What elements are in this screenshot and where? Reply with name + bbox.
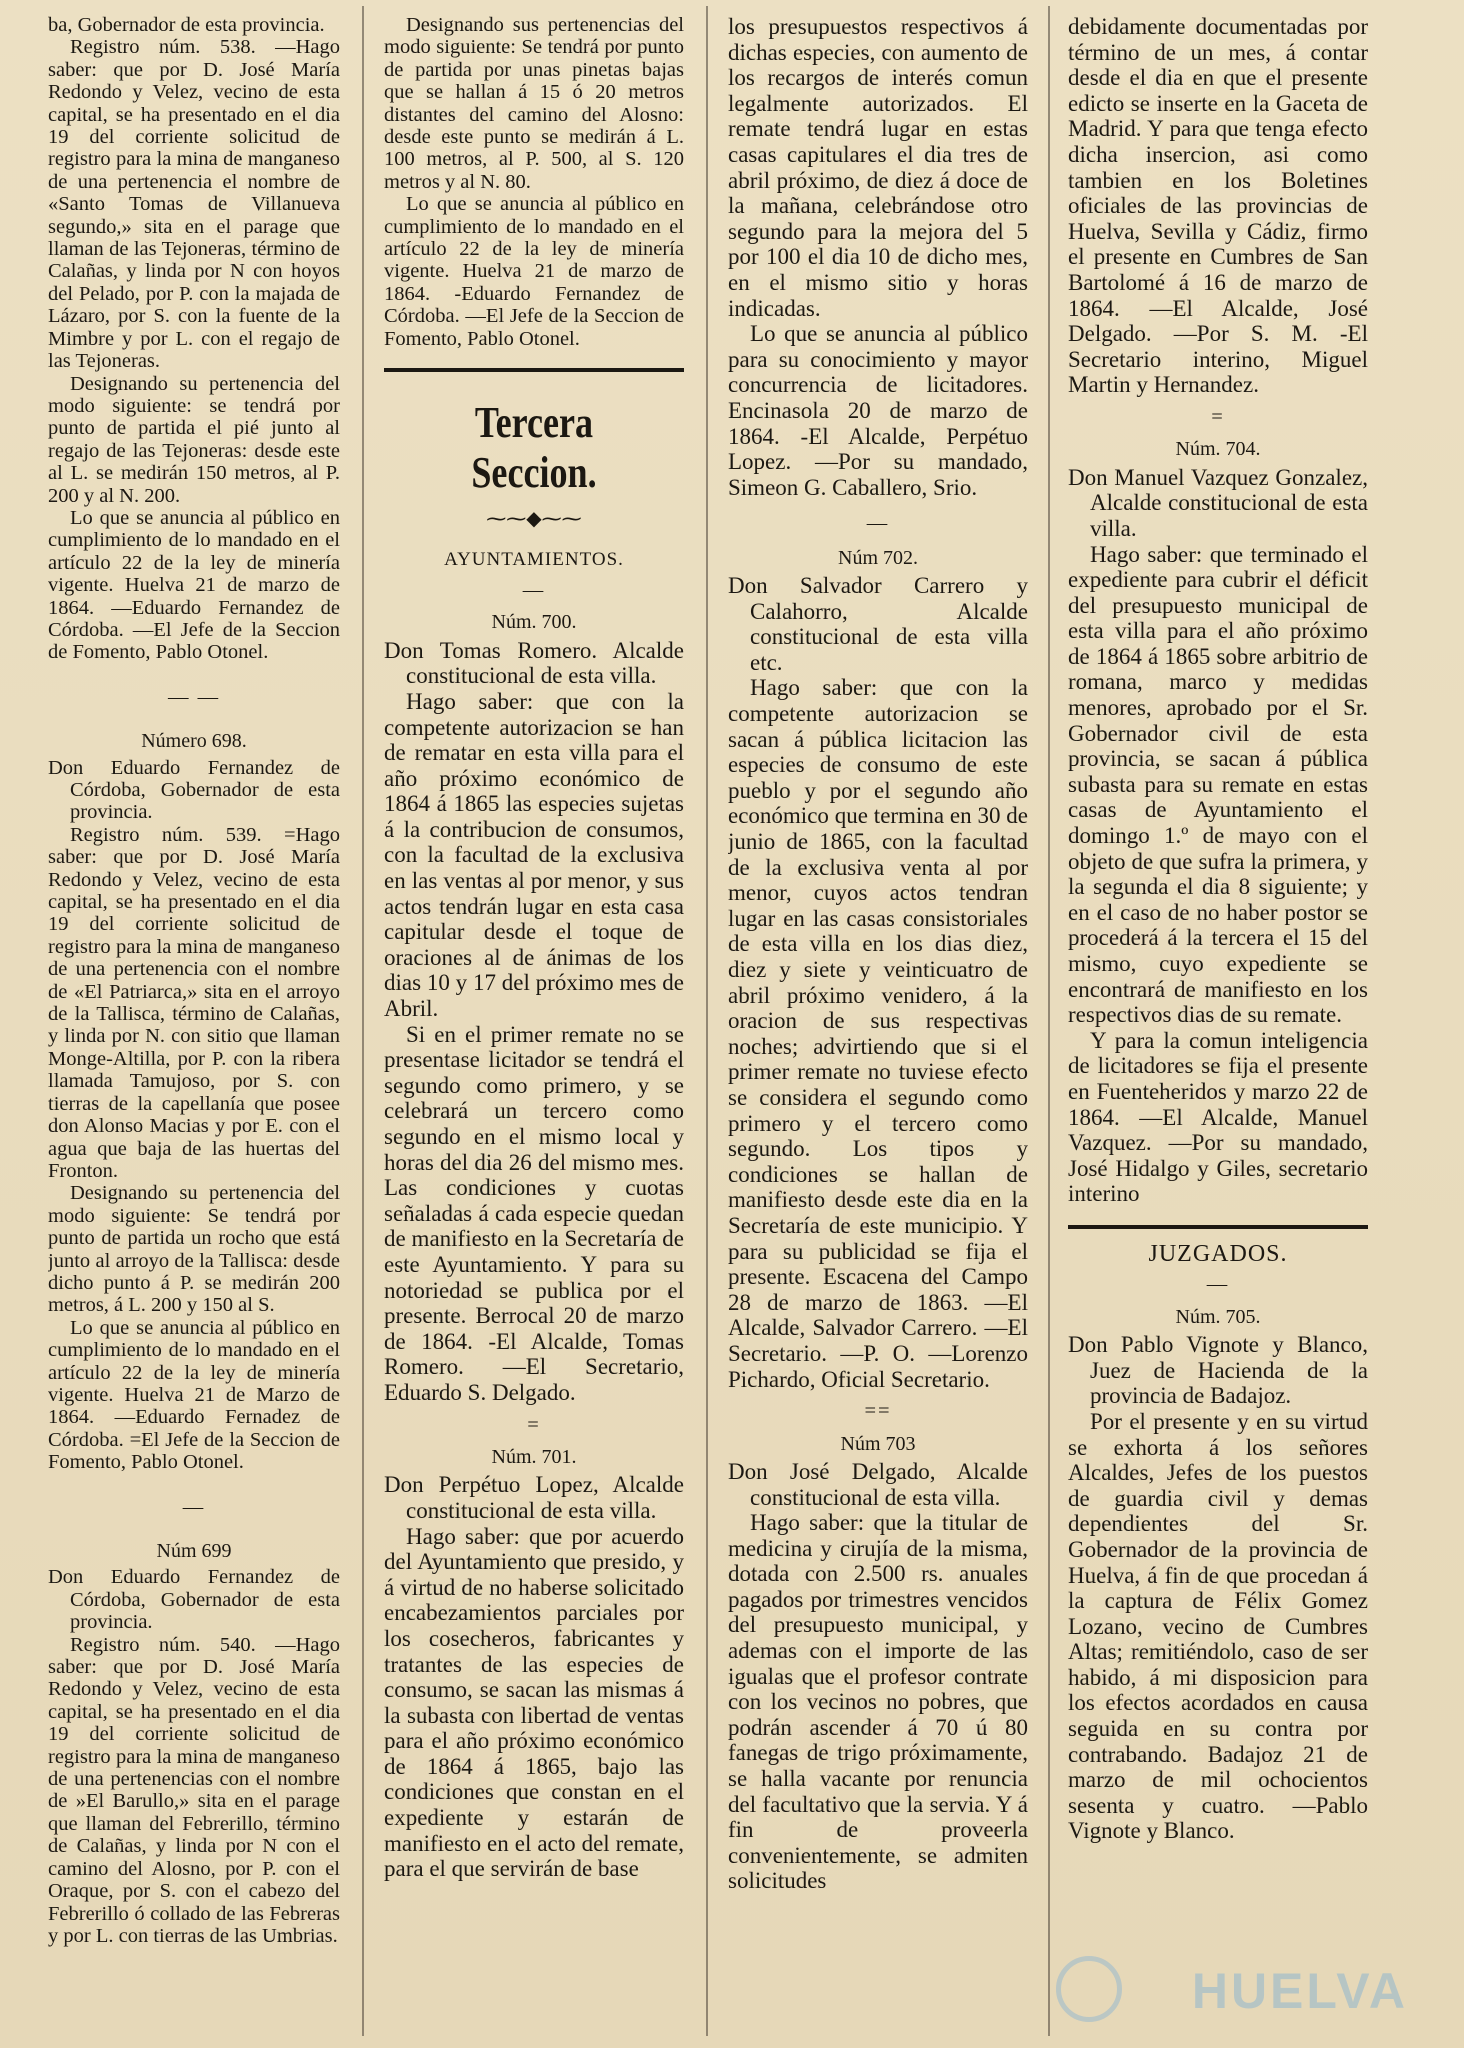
separator: — (522, 578, 546, 601)
separator: = (1211, 405, 1225, 428)
paragraph: los presupuestos respectivos á dichas especies, con aumento de los recargos de interés comun legalmente autorizados. El remate tendrá lugar en estas casas capitulares el dia tres de abril próximo, de diez á doce de la mañana, celebrándose otro segundo para la mejora del 5 por 100 el dia 10 de dicho mes, en el mismo sitio y horas indicadas. (728, 14, 1028, 321)
paragraph: debidamente documentadas por término de un mes, á contar desde el dia en que el presente edicto se inserte en la Gaceta de Madrid. Y para que tenga efecto dicha insercion, asi como tambien en los Boletines oficiales de las provincias de Huelva, Sevilla y Cádiz, firmo el presente en Cumbres de San Bartolomé á 16 de marzo de 1864. —El Alcalde, José Delgado. —Por S. M. -El Secretario interino, Miguel Martin y Hernandez. (1068, 14, 1368, 398)
paragraph: Lo que se anuncia al público en cumplimiento de lo mandado en el artículo 22 de la ley de minería vigente. Huelva 21 de marzo de 1864. -Eduardo Fernandez de Córdoba. —El Jefe de la Seccion de Fomento, Pablo Otonel. (384, 193, 684, 350)
paragraph: Y para la comun inteligencia de licitadores se fija el presente en Fuenteheridos y marzo 22 de 1864. —El Alcalde, Manuel Vazquez. —Por su mandado, José Hidalgo y Giles, secretario interino (1068, 1027, 1368, 1207)
separator: — (1206, 1273, 1230, 1296)
paragraph: Designando su pertenencia del modo siguiente: Se tendrá por punto de partida un rocho que está junto al arroyo de la Tallisca: desde dicho punto á P. se medirán 200 metros, á L. 200 y 150 al S. (48, 1182, 340, 1317)
notice-number: Núm 702. (838, 546, 918, 569)
subsection-heading: JUZGADOS. (1148, 1240, 1288, 1267)
paragraph: Lo que se anuncia al público para su conocimiento y mayor concurrencia de licitadores. Encinasola 20 de marzo de 1864. -El Alcalde, Perpétuo Lopez. —Por su mandado, Simeon G. Caballero, Srio. (728, 321, 1028, 500)
section-rule (384, 368, 684, 372)
paragraph: Registro núm. 538. —Hago saber: que por D. José María Redondo y Velez, vecino de esta capital, se ha presentado en el dia 19 del corriente solicitud de registro para la mina de manganeso de una pertenencia el nombre de «Santo Tomas de Villanueva segundo,» sita en el parage que llaman de las Tejoneras, término de Calañas, y linda por N con hoyos del Pelado, por P. con la majada de Lázaro, por S. con la fuente de la Mimbre y por L. con el regajo de las Tejoneras. (48, 36, 340, 373)
paragraph: ba, Gobernador de esta provincia. (48, 14, 325, 36)
column-2 (384, 14, 684, 2039)
paragraph: Si en el primer remate no se presentase licitador se tendrá el segundo como primero, y se celebrará un tercero como segundo en el mismo local y horas del dia 26 del mismo mes. Las condiciones y cuotas señaladas á cada especie quedan de manifiesto en la Secretaría de este Ayuntamiento. Y para su notoriedad se publica por el presente. Berrocal 20 de marzo de 1864. -El Alcalde, Tomas Romero. —El Secretario, Eduardo S. Delgado. (384, 1021, 684, 1405)
notice-heading: Don Eduardo Fernandez de Córdoba, Gobernador de esta provincia. (48, 1566, 340, 1634)
notice-heading: Don Salvador Carrero y Calahorro, Alcalde constitucional de esta villa etc. (728, 573, 1028, 675)
notice-heading: Don Perpétuo Lopez, Alcalde constitucional de esta villa. (384, 1472, 684, 1523)
column-1 (48, 14, 340, 2039)
archive-seal-icon (1056, 1956, 1122, 2022)
column-4 (1068, 14, 1368, 2039)
notice-number: Número 698. (141, 730, 247, 753)
notice-heading: Don Manuel Vazquez Gonzalez, Alcalde constitucional de esta villa. (1068, 464, 1368, 541)
notice-heading: Don Pablo Vignote y Blanco, Juez de Hacienda de la provincia de Badajoz. (1068, 1332, 1368, 1409)
column-rule (362, 6, 364, 2036)
notice-heading: Don José Delgado, Alcalde constitucional de esta villa. (728, 1458, 1028, 1510)
paragraph: Por el presente y en su virtud se exhorta á los señores Alcaldes, Jefes de los puestos de guardia civil y demas dependientes del Sr. Gobernador de la provincia de Huelva, á fin de que procedan á la captura de Félix Gomez Lozano, vecino de Cumbres Altas; remitiéndolo, caso de ser habido, á mi disposicion para los efectos acordados en causa seguida en su contra por contrabando. Badajoz 21 de marzo de mil ochocientos sesenta y cuatro. —Pablo Vignote y Blanco. (1068, 1408, 1368, 1844)
paragraph: Registro núm. 539. =Hago saber: que por D. José María Redondo y Velez, vecino de esta capital, se ha presentado en el dia 19 del corriente solicitud de registro para la mina de manganeso de una pertenencia con el nombre de «El Patriarca,» sita en el arroyo de la Tallisca, término de Calañas, y linda por N. con sitio que llaman Monge-Altilla, por P. con la ribera llamada Tamujoso, por S. con tierras de la capellanía que posee don Alonso Macias y por E. con el agua que baja de las huertas del Fronton. (48, 823, 340, 1182)
paragraph: Designando sus pertenencias del modo siguiente: Se tendrá por punto de partida por unas pinetas bajas que se hallan á 15 ó 20 metros distantes del camino del Alosno: desde este punto se medirán á L. 100 metros, al P. 500, al S. 120 metros y al N. 80. (384, 14, 684, 193)
paragraph: Hago saber: que con la competente autorizacion se sacan á pública licitacion las especies de consumo de este pueblo y por el segundo año económico que termina en 30 de junio de 1865, con la facultad de la exclusiva venta al por menor, cuyos actos tendran lugar en las casas consistoriales de esta villa en los dias diez, diez y siete y veinticuatro de abril próximo venidero, á la oracion de sus respectivas noches; advirtiendo que si el primer remate no tuviese efecto se considera el segundo como primero y el tercero como segundo. Los tipos y condiciones se hallan de manifiesto desde este dia en la Secretaría de este municipio. Y para su publicidad se fija el presente. Escacena del Campo 28 de marzo de 1863. —El Alcalde, Salvador Carrero. —El Secretario. —P. O. —Lorenzo Pichardo, Oficial Secretario. (728, 675, 1028, 1392)
paragraph: Hago saber: que terminado el expediente para cubrir el déficit del presupuesto municipal de esta villa para el año próximo de 1864 á 1865 sobre arbitrio de romana, marco y medidas menores, aprobado por el Sr. Gobernador civil de esta provincia, se sacan á pública subasta para su remate en estas casas de Ayuntamiento el domingo 1.º de mayo con el objeto de que sufra la primera, y la segunda el dia 8 siguiente; y en el caso de no haber postor se procederá á la tercera el 15 del mismo, cuyo expediente se encontrará de manifiesto en los respectivos dias de su remate. (1068, 541, 1368, 1028)
ornament: ⁓⁓◆⁓⁓ (486, 508, 582, 531)
notice-number: Núm. 700. (491, 611, 577, 634)
notice-number: Núm. 701. (491, 1445, 577, 1468)
paragraph: Hago saber: que por acuerdo del Ayuntamiento que presido, y á virtud de no haberse solicitado encabezamientos parciales por los cosecheros, fabricantes y tratantes de las especies de consumo, se sacan las mismas á la subasta con libertad de ventas para el año próximo económico de 1864 á 1865, bajo las condiciones que constan en el expediente y estarán de manifiesto en el acto del remate, para el que servirán de base (384, 1523, 684, 1882)
column-rule (1048, 6, 1050, 2036)
paragraph: Hago saber: que con la competente autorizacion se han de rematar en esta villa para el año próximo económico de 1864 á 1865 las especies sujetas á la contribucion de consumos, con la facultad de la exclusiva en las ventas al por menor, y sus actos tendrán lugar en esta casa capitular desde el toque de oraciones al de ánimas de los dias 10 y 17 del próximo mes de Abril. (384, 688, 684, 1022)
notice-number: Núm 699 (156, 1540, 232, 1562)
notice-number: Núm. 705. (1175, 1305, 1261, 1328)
notice-heading: Don Tomas Romero. Alcalde constitucional de esta villa. (384, 637, 684, 689)
section-heading: Tercera Seccion. (471, 398, 597, 498)
notice-heading: Don Eduardo Fernandez de Córdoba, Gobernador de esta provincia. (48, 756, 340, 824)
separator: == (864, 1400, 892, 1423)
separator: = (527, 1413, 541, 1436)
section-rule (1068, 1225, 1368, 1229)
subsection-heading: AYUNTAMIENTOS. (444, 548, 624, 570)
column-3 (728, 14, 1028, 2039)
paragraph: Designando su pertenencia del modo siguiente: se tendrá por punto de partida el pié junto al regajo de las Tejoneras: desde este al L. se medirán 150 metros, al P. 200 y al N. 200. (48, 372, 340, 507)
paragraph: Registro núm. 540. —Hago saber: que por D. José María Redondo y Velez, vecino de esta capital, se ha presentado en el dia 19 del corriente solicitud de registro para la mina de manganeso de una pertenencias con el nombre de »El Barullo,» sita en el parage que llaman del Febrerillo, término de Calañas, y linda por N con el camino del Alosno, por P. con el Oraque, por S. con el cabezo del Febrerillo ó collado de las Febreras y por L. con tierras de las Umbrias. (48, 1633, 340, 1947)
notice-number: Núm 703 (840, 1432, 916, 1455)
separator: — — (167, 685, 221, 708)
paragraph: Hago saber: que la titular de medicina y cirujía de la misma, dotada con 2.500 rs. anuales pagados por trimestres vencidos del presupuesto municipal, y ademas con el importe de las igualas que el profesor contrate con los vecinos no pobres, que podrán ascender á 70 ú 80 fanegas de trigo próximamente, se halla vacante por renuncia del facultativo que la servia. Y á fin de proveerla convenientemente, se admiten solicitudes (728, 1510, 1028, 1894)
separator: — (866, 512, 890, 535)
separator: — (182, 1495, 206, 1518)
paragraph: Lo que se anuncia al público en cumplimiento de lo mandado en el artículo 22 de la ley de minería vigente. Huelva 21 de marzo de 1864. —Eduardo Fernandez de Córdoba. —El Jefe de la Seccion de Fomento, Pablo Otonel. (48, 506, 340, 664)
archive-watermark: HUELVA (1191, 1963, 1408, 2019)
notice-number: Núm. 704. (1175, 438, 1261, 461)
paragraph: Lo que se anuncia al público en cumplimiento de lo mandado en el artículo 22 de la ley de minería vigente. Huelva 21 de Marzo de 1864. —Eduardo Fernadez de Córdoba. =El Jefe de la Seccion de Fomento, Pablo Otonel. (48, 1316, 340, 1474)
column-rule (706, 6, 708, 2036)
